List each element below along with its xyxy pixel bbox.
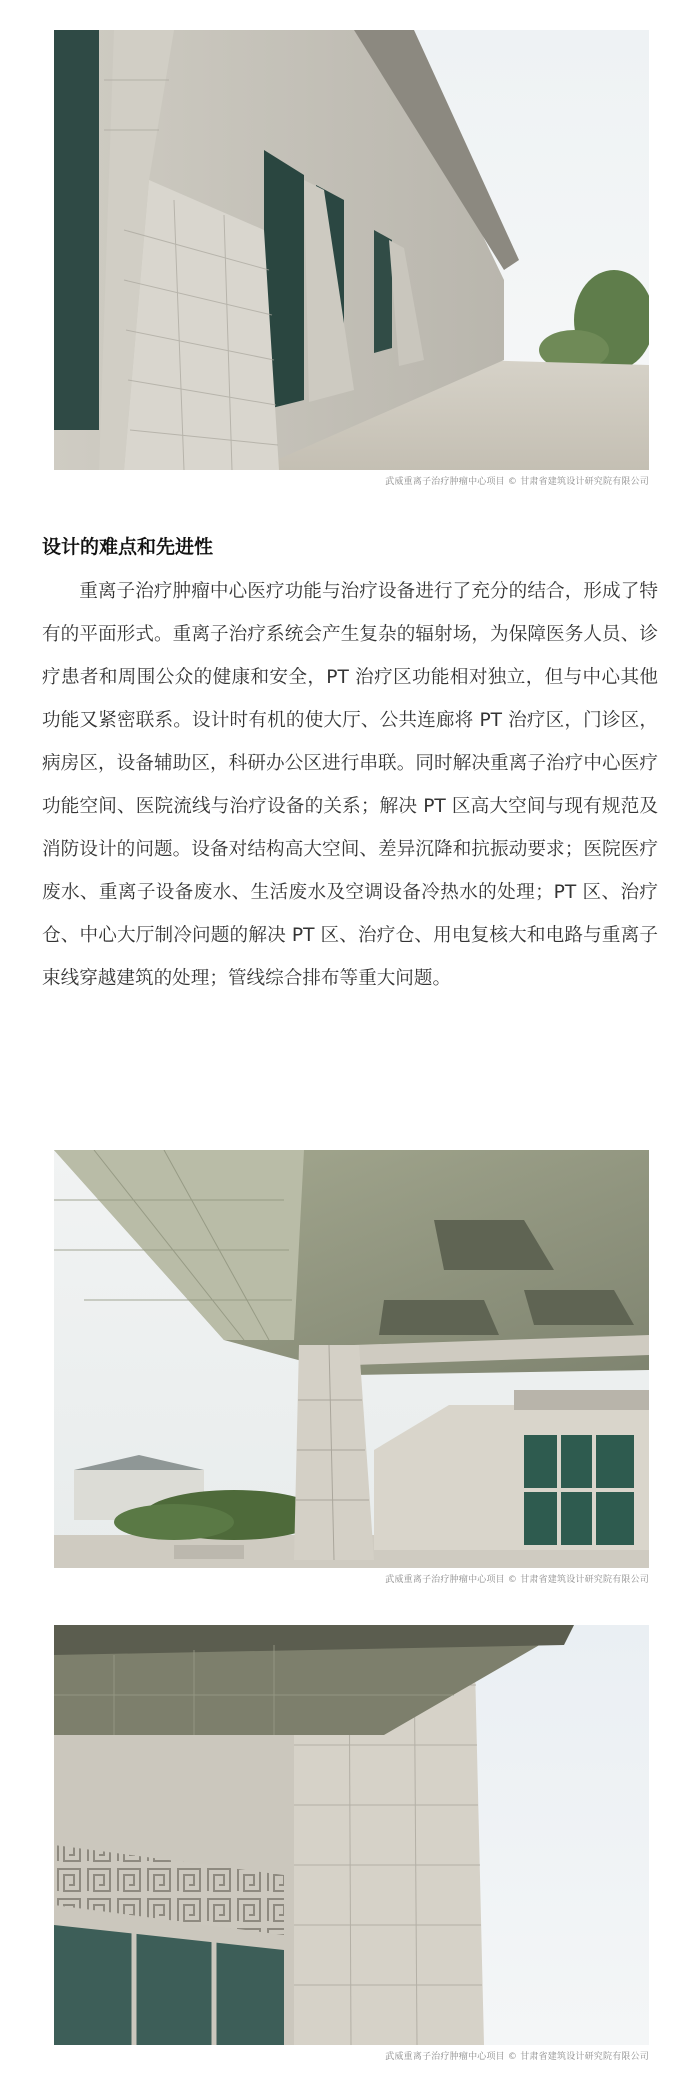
building-facade-photo xyxy=(54,30,649,470)
section-title: 设计的难点和先进性 xyxy=(42,536,214,558)
body-paragraph: 重离子治疗肿瘤中心医疗功能与治疗设备进行了充分的结合，形成了特有的平面形式。重离子治疗系统会产生复杂的辐射场，为保障医务人员、诊疗患者和周围公众的健康和安全，PT 治疗区功能相对独立，但与中心其他功能又紧密联系。设计时有机的使大厅、公共连廊将 PT 治疗区，门诊区，病房区，设备辅助区，科研办公区进行串联。同时解决重离子治疗中心医疗功能空间、医院流线与治疗设备的关系；解决 PT 区高大空间与现有规范及消防设计的问题。设备对结构高大空间、差异沉降和抗振动要求；医院医疗废水、重离子设备废水、生活废水及空调设备冷热水的处理；PT 区、治疗仓、中心大厅制冷问题的解决 PT 区、治疗仓、用电复核大和电路与重离子束线穿越建筑的处理；管线综合排布等重大问题。 xyxy=(42,581,658,989)
photo-caption: 武威重离子治疗肿瘤中心项目 © 甘肃省建筑设计研究院有限公司 xyxy=(385,477,649,487)
wall-fretwork-photo xyxy=(54,1625,649,2045)
photo-caption: 武威重离子治疗肿瘤中心项目 © 甘肃省建筑设计研究院有限公司 xyxy=(385,2052,649,2062)
canopy-column-photo xyxy=(54,1150,649,1568)
photo-caption: 武威重离子治疗肿瘤中心项目 © 甘肃省建筑设计研究院有限公司 xyxy=(385,1575,649,1585)
